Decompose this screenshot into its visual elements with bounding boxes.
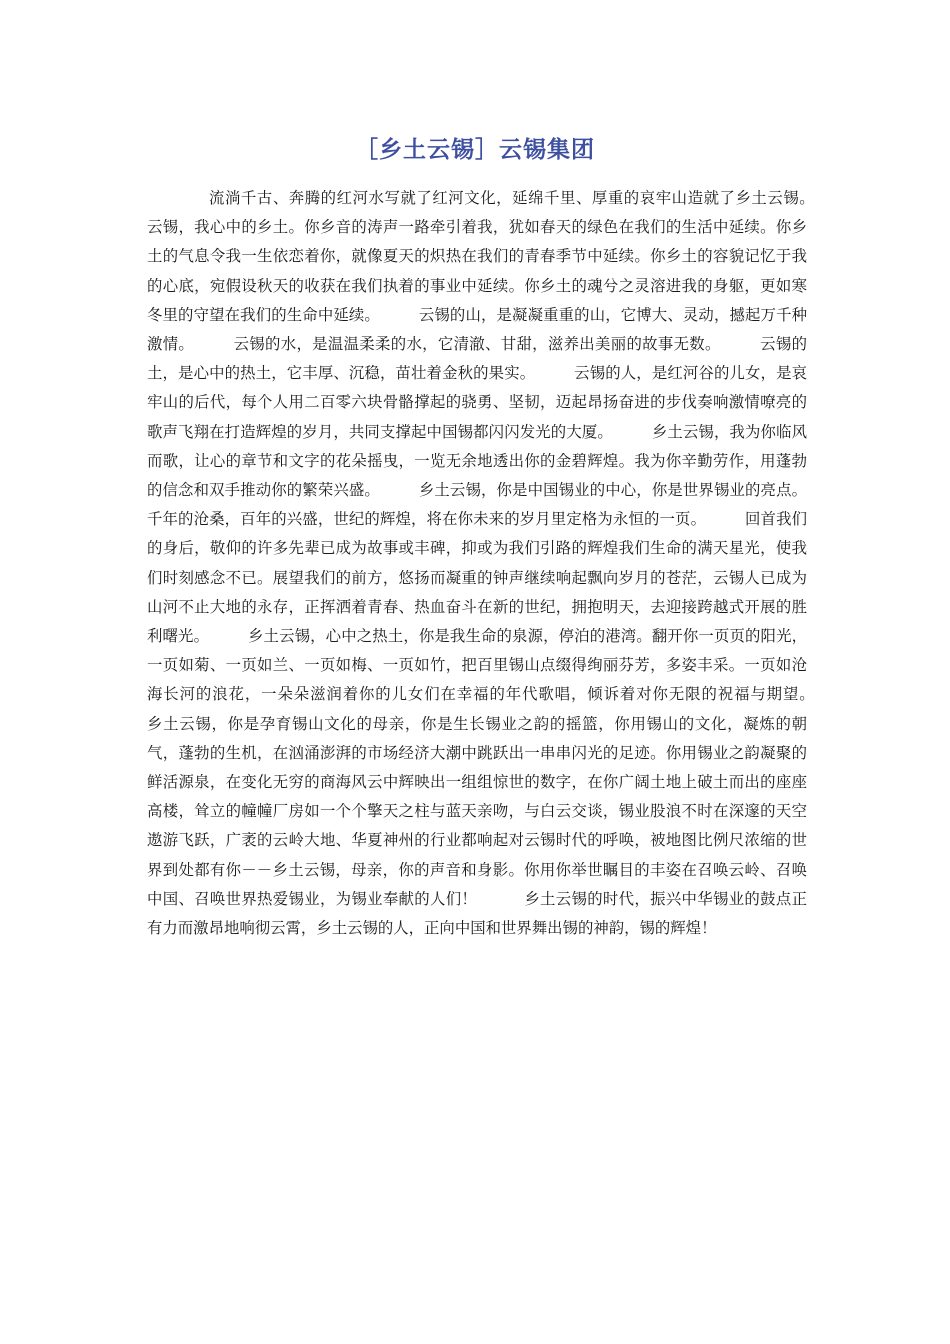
- document-body: 流淌千古、奔腾的红河水写就了红河文化，延绵千里、厚重的哀牢山造就了乡土云锡。 云锡，我心中的乡土。你乡音的涛声一路牵引着我，犹如春天的绿色在我们的生活中延续。你乡土的气息令我一生依恋着你，就像夏天的炽热在我们的青春季节中延续。你乡土的容貌记忆于我的心底，宛假设秋天的收获在我们执着的事业中延续。你乡土的魂兮之灵溶进我的身躯，更如寒冬里的守望在我们的生命中延续。 云锡的山，是凝凝重重的山，它博大、灵动，撼起万千种激情。 云锡的水，是温温柔柔的水，它清澈、甘甜，滋养出美丽的故事无数。 云锡的土，是心中的热土，它丰厚、沉稳，苗壮着金秋的果实。 云锡的人，是红河谷的儿女，是哀牢山的后代，每个人用二百零六块骨骼撑起的骁勇、坚韧，迈起昂扬奋进的步伐奏响激情嘹亮的歌声飞翔在打造辉煌的岁月，共同支撑起中国锡都闪闪发光的大厦。 乡土云锡，我为你临风而歌，让心的章节和文字的花朵摇曳，一览无余地透出你的金碧辉煌。我为你辛勤劳作，用蓬勃的信念和双手推动你的繁荣兴盛。 乡土云锡，你是中国锡业的中心，你是世界锡业的亮点。千年的沧桑，百年的兴盛，世纪的辉煌，将在你未来的岁月里定格为永恒的一页。 回首我们的身后，敬仰的许多先辈已成为故事或丰碑，抑或为我们引路的辉煌我们生命的满天星光，使我们时刻感念不已。展望我们的前方，悠扬而凝重的钟声继续响起飘向岁月的苍茫，云锡人已成为山河不止大地的永存，正挥洒着青春、热血奋斗在新的世纪，拥抱明天，去迎接跨越式开展的胜利曙光。 乡土云锡，心中之热土，你是我生命的泉源，停泊的港湾。翻开你一页页的阳光，一页如菊、一页如兰、一页如梅、一页如竹，把百里锡山点缀得绚丽芬芳，多姿丰采。一页如沧海长河的浪花，一朵朵滋润着你的儿女们在幸福的年代歌唱，倾诉着对你无限的祝福与期望。 乡土云锡，你是孕育锡山文化的母亲，你是生长锡业之韵的摇篮，你用锡山的文化，凝炼的朝气，蓬勃的生机，在汹涌澎湃的市场经济大潮中跳跃出一串串闪光的足迹。你用锡业之韵凝聚的鲜活源泉，在变化无穷的商海风云中辉映出一组组惊世的数字，在你广阔土地上破土而出的座座高楼，耸立的幢幢厂房如一个个擎天之柱与蓝天亲吻，与白云交谈，锡业股浪不时在深邃的天空遨游飞跃，广袤的云岭大地、华夏神州的行业都响起对云锡时代的呼唤，被地图比例尺浓缩的世界到处都有你－－乡土云锡，母亲，你的声音和身影。你用你举世瞩目的丰姿在召唤云岭、召唤中国、召唤世界热爱锡业，为锡业奉献的人们！ 乡土云锡的时代，振兴中华锡业的鼓点正有力而激昂地响彻云霄，乡土云锡的人，正向中国和世界舞出锡的神韵，锡的辉煌！: [147, 189, 854, 938]
- document-title: ［乡土云锡］云锡集团: [355, 137, 595, 163]
